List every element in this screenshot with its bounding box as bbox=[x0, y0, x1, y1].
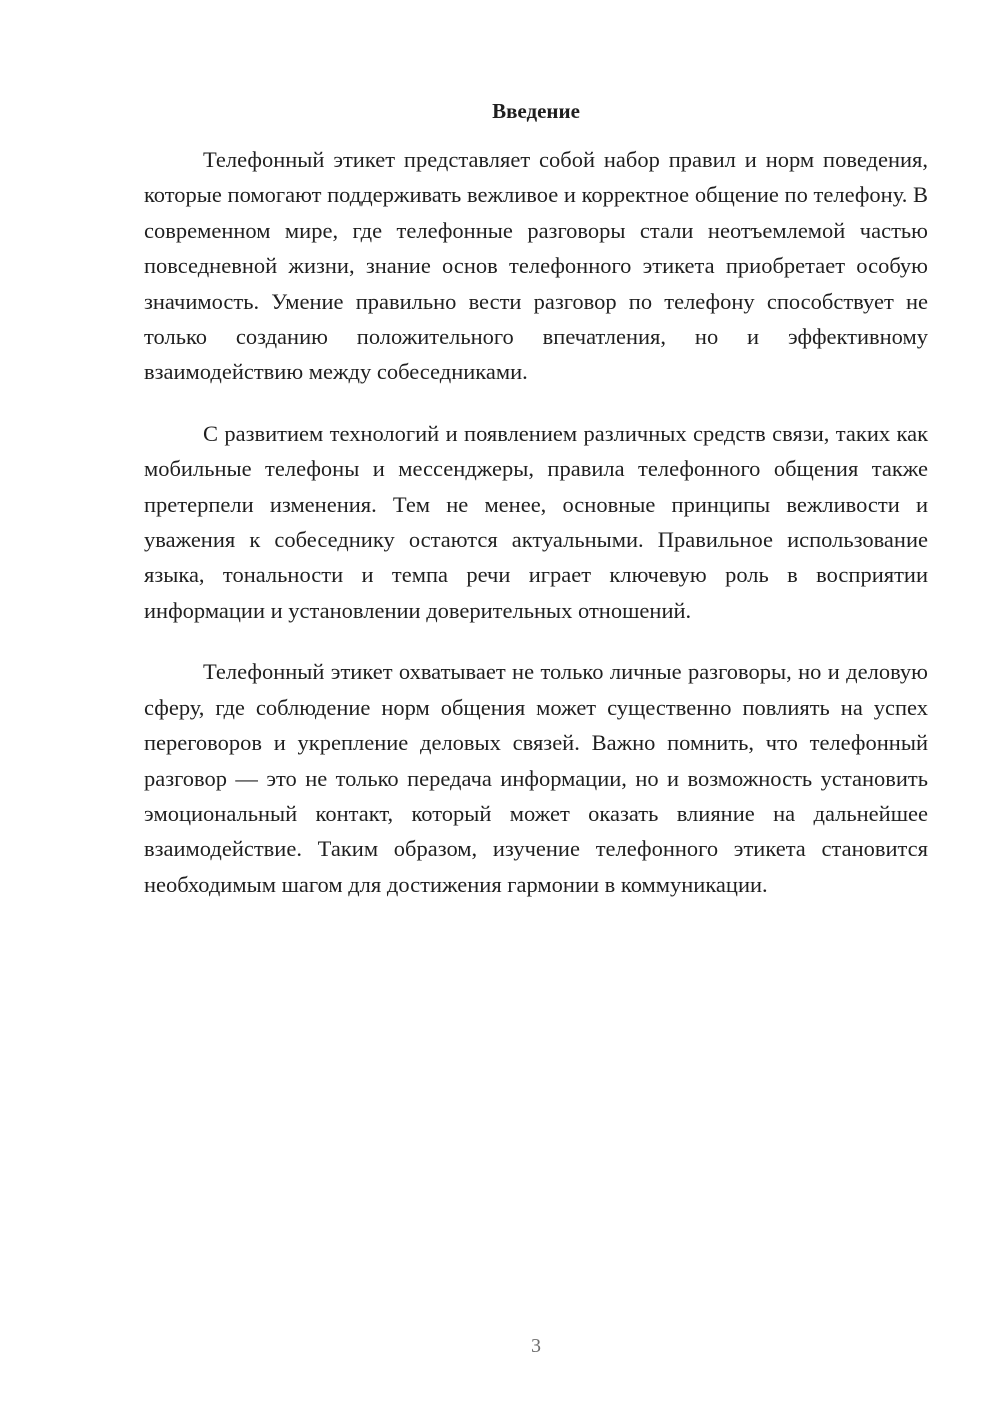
paragraph-intro: Телефонный этикет представляет собой набор правил и норм поведения, которые помогают поддерживать вежливое и корректное общение по телефону. В современном мире, где телефонные разговоры стали неотъемлемой частью повседневной жизни, знание основ телефонного этикета приобретает особую значимость. Умение правильно вести разговор по телефону способствует не только созданию положительного впечатления, но и эффективному взаимодействию между собеседниками. bbox=[144, 147, 928, 385]
paragraph-technology: С развитием технологий и появлением различных средств связи, таких как мобильные телефоны и мессенджеры, правила телефонного общения также претерпели изменения. Тем не менее, основные принципы вежливости и уважения к собеседнику остаются актуальными. Правильное использование языка, тональности и темпа речи играет ключевую роль в восприятии информации и установлении доверительных отношений. bbox=[144, 420, 928, 623]
paragraph-business: Телефонный этикет охватывает не только личные разговоры, но и деловую сферу, где соблюдение норм общения может существенно повлиять на успех переговоров и укрепление деловых связей. Важно помнить, что телефонный разговор — это не только передача информации, но и возможность установить эмоциональный контакт, который может оказать влияние на дальнейшее взаимодействие. Таким образом, изучение телефонного этикета становится необходимым шагом для достижения гармонии в коммуникации. bbox=[144, 659, 928, 897]
page-number: 3 bbox=[531, 1335, 541, 1357]
document-body bbox=[144, 142, 928, 928]
page-title: Введение bbox=[492, 99, 580, 123]
